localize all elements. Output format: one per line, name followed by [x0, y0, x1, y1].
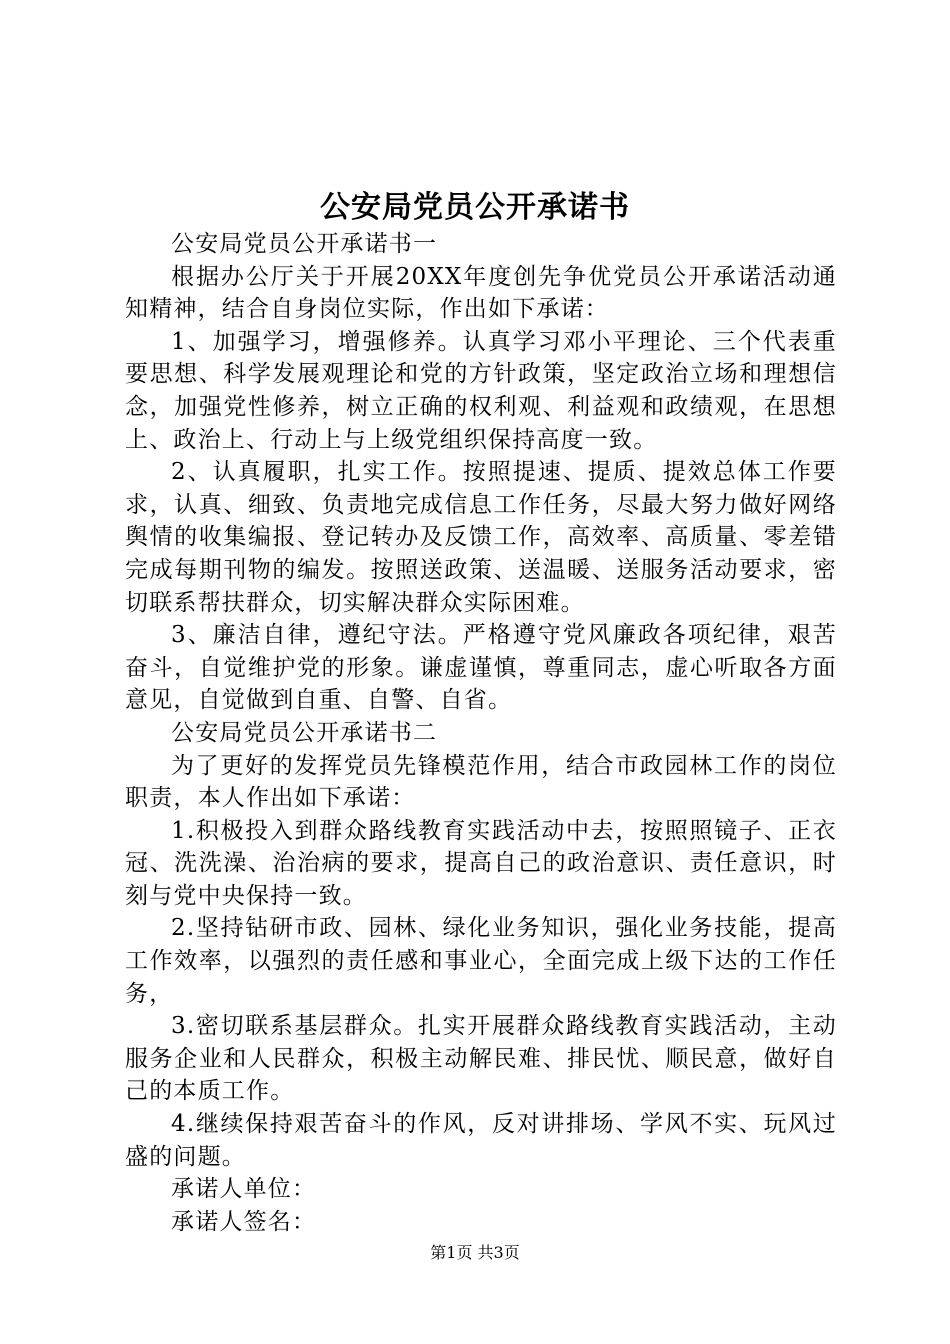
paragraph-item-2-2: 2.坚持钻研市政、园林、绿化业务知识，强化业务技能，提高工作效率，以强烈的责任感和事业心，全面完成上级下达的工作任务，: [125, 915, 837, 1007]
paragraph-item-1-1: 1、加强学习，增强修养。认真学习邓小平理论、三个代表重要思想、科学发展观理论和党的方针政策，坚定政治立场和理想信念，加强党性修养，树立正确的权利观、利益观和政绩观，在思想上、政治上、行动上与上级党组织保持高度一致。: [125, 328, 837, 453]
page-footer: [0, 1242, 950, 1264]
paragraph-item-1-3: 3、廉洁自律，遵纪守法。严格遵守党风廉政各项纪律，艰苦奋斗，自觉维护党的形象。谦虚谨慎，尊重同志，虚心听取各方面意见，自觉做到自重、自警、自省。: [125, 622, 837, 714]
paragraph-intro-1: 根据办公厅关于开展20XX年度创先争优党员公开承诺活动通知精神，结合自身岗位实际，作出如下承诺：: [125, 263, 837, 323]
section-heading-2: 公安局党员公开承诺书二: [171, 719, 438, 746]
paragraph-item-2-4: 4.继续保持艰苦奋斗的作风，反对讲排场、学风不实、玩风过盛的问题。: [125, 1111, 837, 1170]
paragraph-item-1-2: 2、认真履职，扎实工作。按照提速、提质、提效总体工作要求，认真、细致、负责地完成信息工作任务，尽最大努力做好网络舆情的收集编报、登记转办及反馈工作，高效率、高质量、零差错完成每期刊物的编发。按照送政策、送温暖、送服务活动要求，密切联系帮扶群众，切实解决群众实际困难。: [125, 459, 837, 616]
document-title: 公安局党员公开承诺书: [320, 190, 630, 225]
page-number-current: 第1页: [430, 1243, 473, 1262]
page-number-total: 共3页: [477, 1243, 520, 1262]
paragraph-item-2-3: 3.密切联系基层群众。扎实开展群众路线教育实践活动，主动服务企业和人民群众，积极主动解民难、排民忧、顺民意，做好自己的本质工作。: [125, 1013, 837, 1105]
paragraph-intro-2: 为了更好的发挥党员先锋模范作用，结合市政园林工作的岗位职责，本人作出如下承诺：: [125, 752, 837, 812]
section-heading-1: 公安局党员公开承诺书一: [171, 231, 438, 257]
document-body: [125, 228, 837, 1238]
signer-unit-line: 承诺人单位：: [171, 1176, 317, 1203]
paragraph-item-2-1: 1.积极投入到群众路线教育实践活动中去，按照照镜子、正衣冠、洗洗澡、治治病的要求，提高自己的政治意识、责任意识，时刻与党中央保持一致。: [125, 817, 837, 909]
signer-signature-line: 承诺人签名：: [171, 1208, 317, 1235]
